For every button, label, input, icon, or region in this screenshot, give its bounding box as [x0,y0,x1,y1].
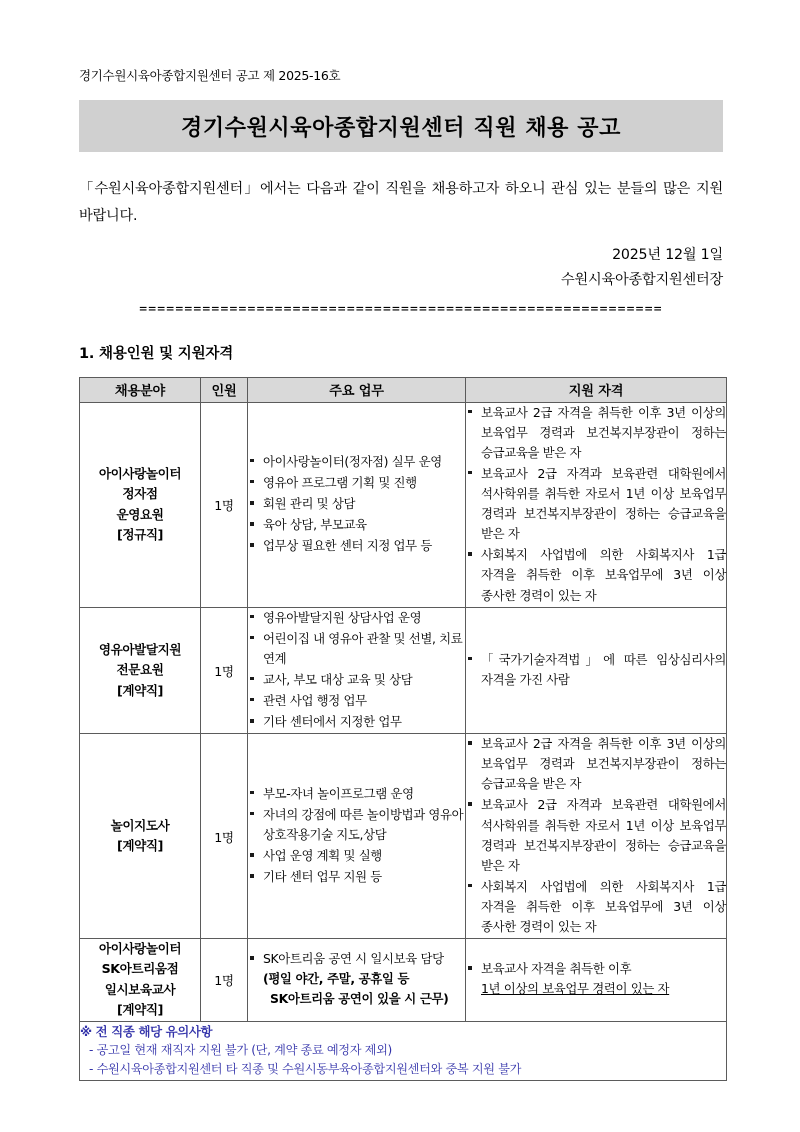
note-line: - 수원시육아종합지원센터 타 직종 및 수원시동부육아종합지원센터와 중복 지원 불가 [89,1062,522,1077]
field-name-cell [80,402,201,607]
duties-cell [248,939,466,1022]
duty-line: (평일 야간, 주말, 공휴일 등 [263,971,410,987]
list-item: 보육교사 2급 자격을 취득한 이후 3년 이상의 보육업무 경력과 보건복지부장관이 정하는 승급교육을 받은 자 [466,403,726,463]
qualifications-list [466,734,726,937]
field-line: SK아트리움점 [101,961,179,977]
headcount-cell: 1명 [201,939,248,1022]
issuer-name: 수원시육아종합지원센터장 [560,271,723,288]
qualification-line: 보육교사 자격을 취득한 이후 [481,961,632,977]
field-line: 놀이지도사 [110,817,170,833]
qualifications-cell [466,607,727,734]
note-line: - 공고일 현재 재직자 지원 불가 (단, 계약 종료 예정자 제외) [89,1042,392,1057]
list-item: 어린이집 내 영유아 관찰 및 선별, 치료 연계 [248,629,465,669]
table-row [80,402,727,607]
duties-cell [248,402,466,607]
section-heading-1: 1. 채용인원 및 지원자격 [79,345,234,362]
list-item: 관련 사업 행정 업무 [248,691,465,711]
table-note-row [80,1021,727,1080]
duties-cell [248,607,466,734]
list-item [248,949,465,1009]
list-item: 사회복지 사업법에 의한 사회복지사 1급 자격을 취득한 이후 보육업무에 3년 이상 종사한 경력이 있는 자 [466,545,726,605]
intro-paragraph: 「수원시육아종합지원센터」에서는 다음과 같이 직원을 채용하고자 하오니 관심 있는 분들의 많은 지원 바랍니다. [79,181,723,224]
field-line: 아이사랑놀이터 [98,941,182,957]
list-item: 사회복지 사업법에 의한 사회복지사 1급 자격을 취득한 이후 보육업무에 3년 이상 종사한 경력이 있는 자 [466,877,726,937]
note-title: ※ 전 직종 해당 유의사항 [80,1023,213,1039]
field-line: [계약직] [116,1002,163,1018]
field-line: [계약직] [116,682,163,698]
list-item: 부모-자녀 놀이프로그램 운영 [248,784,465,804]
duties-cell [248,734,466,939]
duties-list [248,452,465,556]
field-name-cell [80,734,201,939]
signature-block [79,243,723,293]
list-item: 기타 센터에서 지정한 업무 [248,712,465,732]
qualification-line: 1년 이상의 보육업무 경력이 있는 자 [481,981,670,997]
field-line: 아이사랑놀이터 [98,465,182,481]
duties-list [248,784,465,887]
qualifications-cell [466,939,727,1022]
list-item: 보육교사 2급 자격과 보육관련 대학원에서 석사학위를 취득한 자로서 1년 이상 보육업무 경력과 보건복지부장관이 정하는 승급교육을 받은 자 [466,464,726,544]
field-line: 정자점 [122,486,158,502]
list-item: 「국가기술자격법」에 따른 임상심리사의 자격을 가진 사람 [466,650,726,690]
qualifications-list [466,959,726,999]
table-header-row [80,377,727,402]
table-row [80,734,727,939]
duty-line: SK아트리움 공연이 있을 시 근무) [270,991,449,1007]
list-item: 아이사랑놀이터(정자점) 실무 운영 [248,452,465,472]
column-header-field: 채용분야 [80,377,201,402]
field-name-cell [80,939,201,1022]
duties-list [248,608,465,733]
field-line: 전문요원 [116,662,164,678]
headcount-cell: 1명 [201,607,248,734]
headcount-cell: 1명 [201,402,248,607]
field-line: 운영요원 [116,506,164,522]
title-banner [79,100,723,152]
column-header-count: 인원 [201,377,248,402]
column-header-qualifications: 지원 자격 [466,377,727,402]
list-item: 자녀의 강점에 따른 놀이방법과 영유아 상호작용기술 지도,상담 [248,805,465,845]
duty-line: SK아트리움 공연 시 일시보육 담당 [263,951,444,967]
list-item: 교사, 부모 대상 교육 및 상담 [248,670,465,690]
field-name-cell [80,607,201,734]
field-line: [계약직] [116,838,163,854]
recruitment-table [79,377,727,1081]
list-item: 영유아 프로그램 기획 및 진행 [248,473,465,493]
document-number: 경기수원시육아종합지원센터 공고 제 2025-16호 [79,68,341,83]
list-item: 보육교사 2급 자격을 취득한 이후 3년 이상의 보육업무 경력과 보건복지부장관이 정하는 승급교육을 받은 자 [466,734,726,794]
qualifications-cell [466,402,727,607]
list-item: 육아 상담, 부모교육 [248,515,465,535]
document-content [79,0,726,1081]
announcement-date: 2025년 12월 1일 [612,246,723,263]
duties-list [248,949,465,1009]
qualifications-list [466,650,726,690]
list-item: 회원 관리 및 상담 [248,494,465,514]
field-line: 영유아발달지원 [98,641,182,657]
equals-divider: ========================================================== [139,302,663,316]
page-title: 경기수원시육아종합지원센터 직원 채용 공고 [181,115,621,141]
qualifications-list [466,403,726,606]
column-header-duties: 주요 업무 [248,377,466,402]
headcount-cell: 1명 [201,734,248,939]
field-line: [정규직] [116,527,163,543]
table-row [80,939,727,1022]
table-row [80,607,727,734]
qualifications-cell [466,734,727,939]
note-cell [80,1021,727,1080]
list-item: 영유아발달지원 상담사업 운영 [248,608,465,628]
field-line: 일시보육교사 [104,981,176,997]
list-item: 보육교사 2급 자격과 보육관련 대학원에서 석사학위를 취득한 자로서 1년 이상 보육업무 경력과 보건복지부장관이 정하는 승급교육을 받은 자 [466,795,726,875]
list-item: 업무상 필요한 센터 지정 업무 등 [248,536,465,556]
list-item: 기타 센터 업무 지원 등 [248,867,465,887]
list-item: 사업 운영 계획 및 실행 [248,846,465,866]
list-item [466,959,726,999]
